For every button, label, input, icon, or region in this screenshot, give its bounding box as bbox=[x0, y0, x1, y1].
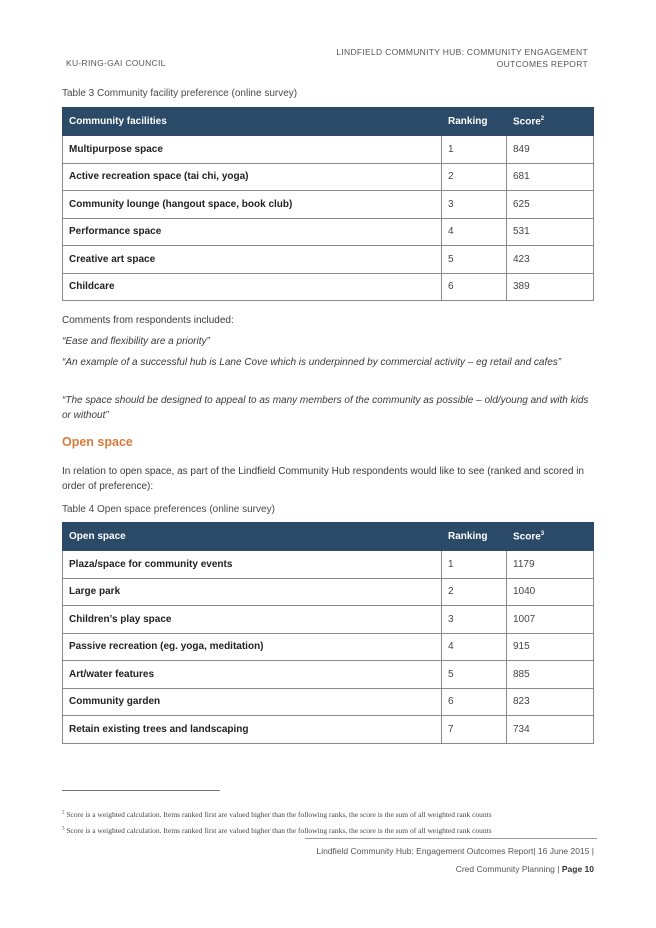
column-header: Community facilities bbox=[63, 108, 442, 136]
table-header-row bbox=[63, 523, 594, 551]
footer-page-info bbox=[456, 864, 594, 874]
footer-divider bbox=[305, 838, 597, 839]
footnote-text: Score is a weighted calculation. Items ranked first are valued higher than the following ranks, the score is the sum of all weighted rank counts bbox=[66, 826, 492, 835]
table4 bbox=[62, 522, 594, 744]
facility-name: Active recreation space (tai chi, yoga) bbox=[63, 163, 442, 191]
table-row bbox=[63, 661, 594, 689]
page-number: Page 10 bbox=[561, 864, 594, 874]
footnote-number: 2 bbox=[62, 810, 65, 816]
score-cell: 1179 bbox=[507, 551, 594, 579]
ranking-cell: 2 bbox=[442, 578, 507, 606]
open-space-name: Large park bbox=[63, 578, 442, 606]
score-cell: 823 bbox=[507, 688, 594, 716]
score-cell: 681 bbox=[507, 163, 594, 191]
table-row bbox=[63, 136, 594, 164]
section-heading: Open space bbox=[62, 435, 133, 449]
quote: “Ease and flexibility are a priority” bbox=[62, 336, 210, 347]
table-row bbox=[63, 606, 594, 634]
ranking-cell: 1 bbox=[442, 136, 507, 164]
score-cell: 389 bbox=[507, 273, 594, 301]
column-header bbox=[507, 523, 594, 551]
ranking-cell: 6 bbox=[442, 273, 507, 301]
table-row bbox=[63, 578, 594, 606]
table-row bbox=[63, 273, 594, 301]
score-cell: 1040 bbox=[507, 578, 594, 606]
footnote-number: 3 bbox=[62, 826, 65, 832]
ranking-cell: 1 bbox=[442, 551, 507, 579]
table-header-row bbox=[63, 108, 594, 136]
header-council-name: KU-RING-GAI COUNCIL bbox=[66, 58, 166, 68]
table-row bbox=[63, 688, 594, 716]
footer-report-info: Lindfield Community Hub: Engagement Outcomes Report| 16 June 2015 | bbox=[316, 846, 594, 856]
ranking-cell: 4 bbox=[442, 218, 507, 246]
column-header: Ranking bbox=[442, 108, 507, 136]
open-space-name: Passive recreation (eg. yoga, meditation) bbox=[63, 633, 442, 661]
ranking-cell: 7 bbox=[442, 716, 507, 744]
quote: “The space should be designed to appeal to as many members of the community as possible – old/young and with kids or without” bbox=[62, 395, 589, 421]
score-label: Score bbox=[513, 531, 541, 543]
score-cell: 423 bbox=[507, 246, 594, 274]
score-label: Score bbox=[513, 116, 541, 128]
table-row bbox=[63, 633, 594, 661]
header-report-title bbox=[336, 46, 588, 70]
column-header bbox=[507, 108, 594, 136]
footnote bbox=[62, 810, 492, 819]
table-row bbox=[63, 218, 594, 246]
score-cell: 625 bbox=[507, 191, 594, 219]
footer-author: Cred Community Planning | bbox=[455, 864, 562, 874]
table-row bbox=[63, 163, 594, 191]
facility-name: Community lounge (hangout space, book club) bbox=[63, 191, 442, 219]
open-space-name: Plaza/space for community events bbox=[63, 551, 442, 579]
ranking-cell: 3 bbox=[442, 191, 507, 219]
section-intro: In relation to open space, as part of the Lindfield Community Hub respondents would like to see (ranked and scored in order of preference): bbox=[62, 466, 584, 492]
facility-name: Childcare bbox=[63, 273, 442, 301]
comments-intro: Comments from respondents included: bbox=[62, 315, 234, 326]
footnote-ref: 2 bbox=[540, 115, 545, 122]
score-cell: 1007 bbox=[507, 606, 594, 634]
footnote-ref: 3 bbox=[540, 530, 545, 537]
table-row bbox=[63, 551, 594, 579]
table-row bbox=[63, 246, 594, 274]
table3 bbox=[62, 107, 594, 301]
open-space-name: Community garden bbox=[63, 688, 442, 716]
facility-name: Performance space bbox=[63, 218, 442, 246]
ranking-cell: 5 bbox=[442, 246, 507, 274]
open-space-name: Art/water features bbox=[63, 661, 442, 689]
facility-name: Multipurpose space bbox=[63, 136, 442, 164]
score-cell: 849 bbox=[507, 136, 594, 164]
ranking-cell: 6 bbox=[442, 688, 507, 716]
ranking-cell: 2 bbox=[442, 163, 507, 191]
score-cell: 734 bbox=[507, 716, 594, 744]
footnote-text: Score is a weighted calculation. Items ranked first are valued higher than the following ranks, the score is the sum of all weighted rank counts bbox=[66, 810, 492, 819]
ranking-cell: 3 bbox=[442, 606, 507, 634]
ranking-cell: 4 bbox=[442, 633, 507, 661]
open-space-name: Retain existing trees and landscaping bbox=[63, 716, 442, 744]
open-space-name: Children’s play space bbox=[63, 606, 442, 634]
column-header: Ranking bbox=[442, 523, 507, 551]
table4-caption: Table 4 Open space preferences (online survey) bbox=[62, 504, 275, 515]
table3-caption: Table 3 Community facility preference (online survey) bbox=[62, 88, 298, 99]
footnote bbox=[62, 826, 492, 835]
score-cell: 915 bbox=[507, 633, 594, 661]
table-row bbox=[63, 191, 594, 219]
score-cell: 885 bbox=[507, 661, 594, 689]
header-title-line2: OUTCOMES REPORT bbox=[496, 59, 588, 69]
score-cell: 531 bbox=[507, 218, 594, 246]
ranking-cell: 5 bbox=[442, 661, 507, 689]
footnote-divider bbox=[62, 790, 220, 791]
quote: “An example of a successful hub is Lane Cove which is underpinned by commercial activity – eg retail and cafes” bbox=[62, 357, 562, 368]
column-header: Open space bbox=[63, 523, 442, 551]
table-row bbox=[63, 716, 594, 744]
facility-name: Creative art space bbox=[63, 246, 442, 274]
header-title-line1: LINDFIELD COMMUNITY HUB: COMMUNITY ENGAGEMENT bbox=[336, 47, 588, 57]
